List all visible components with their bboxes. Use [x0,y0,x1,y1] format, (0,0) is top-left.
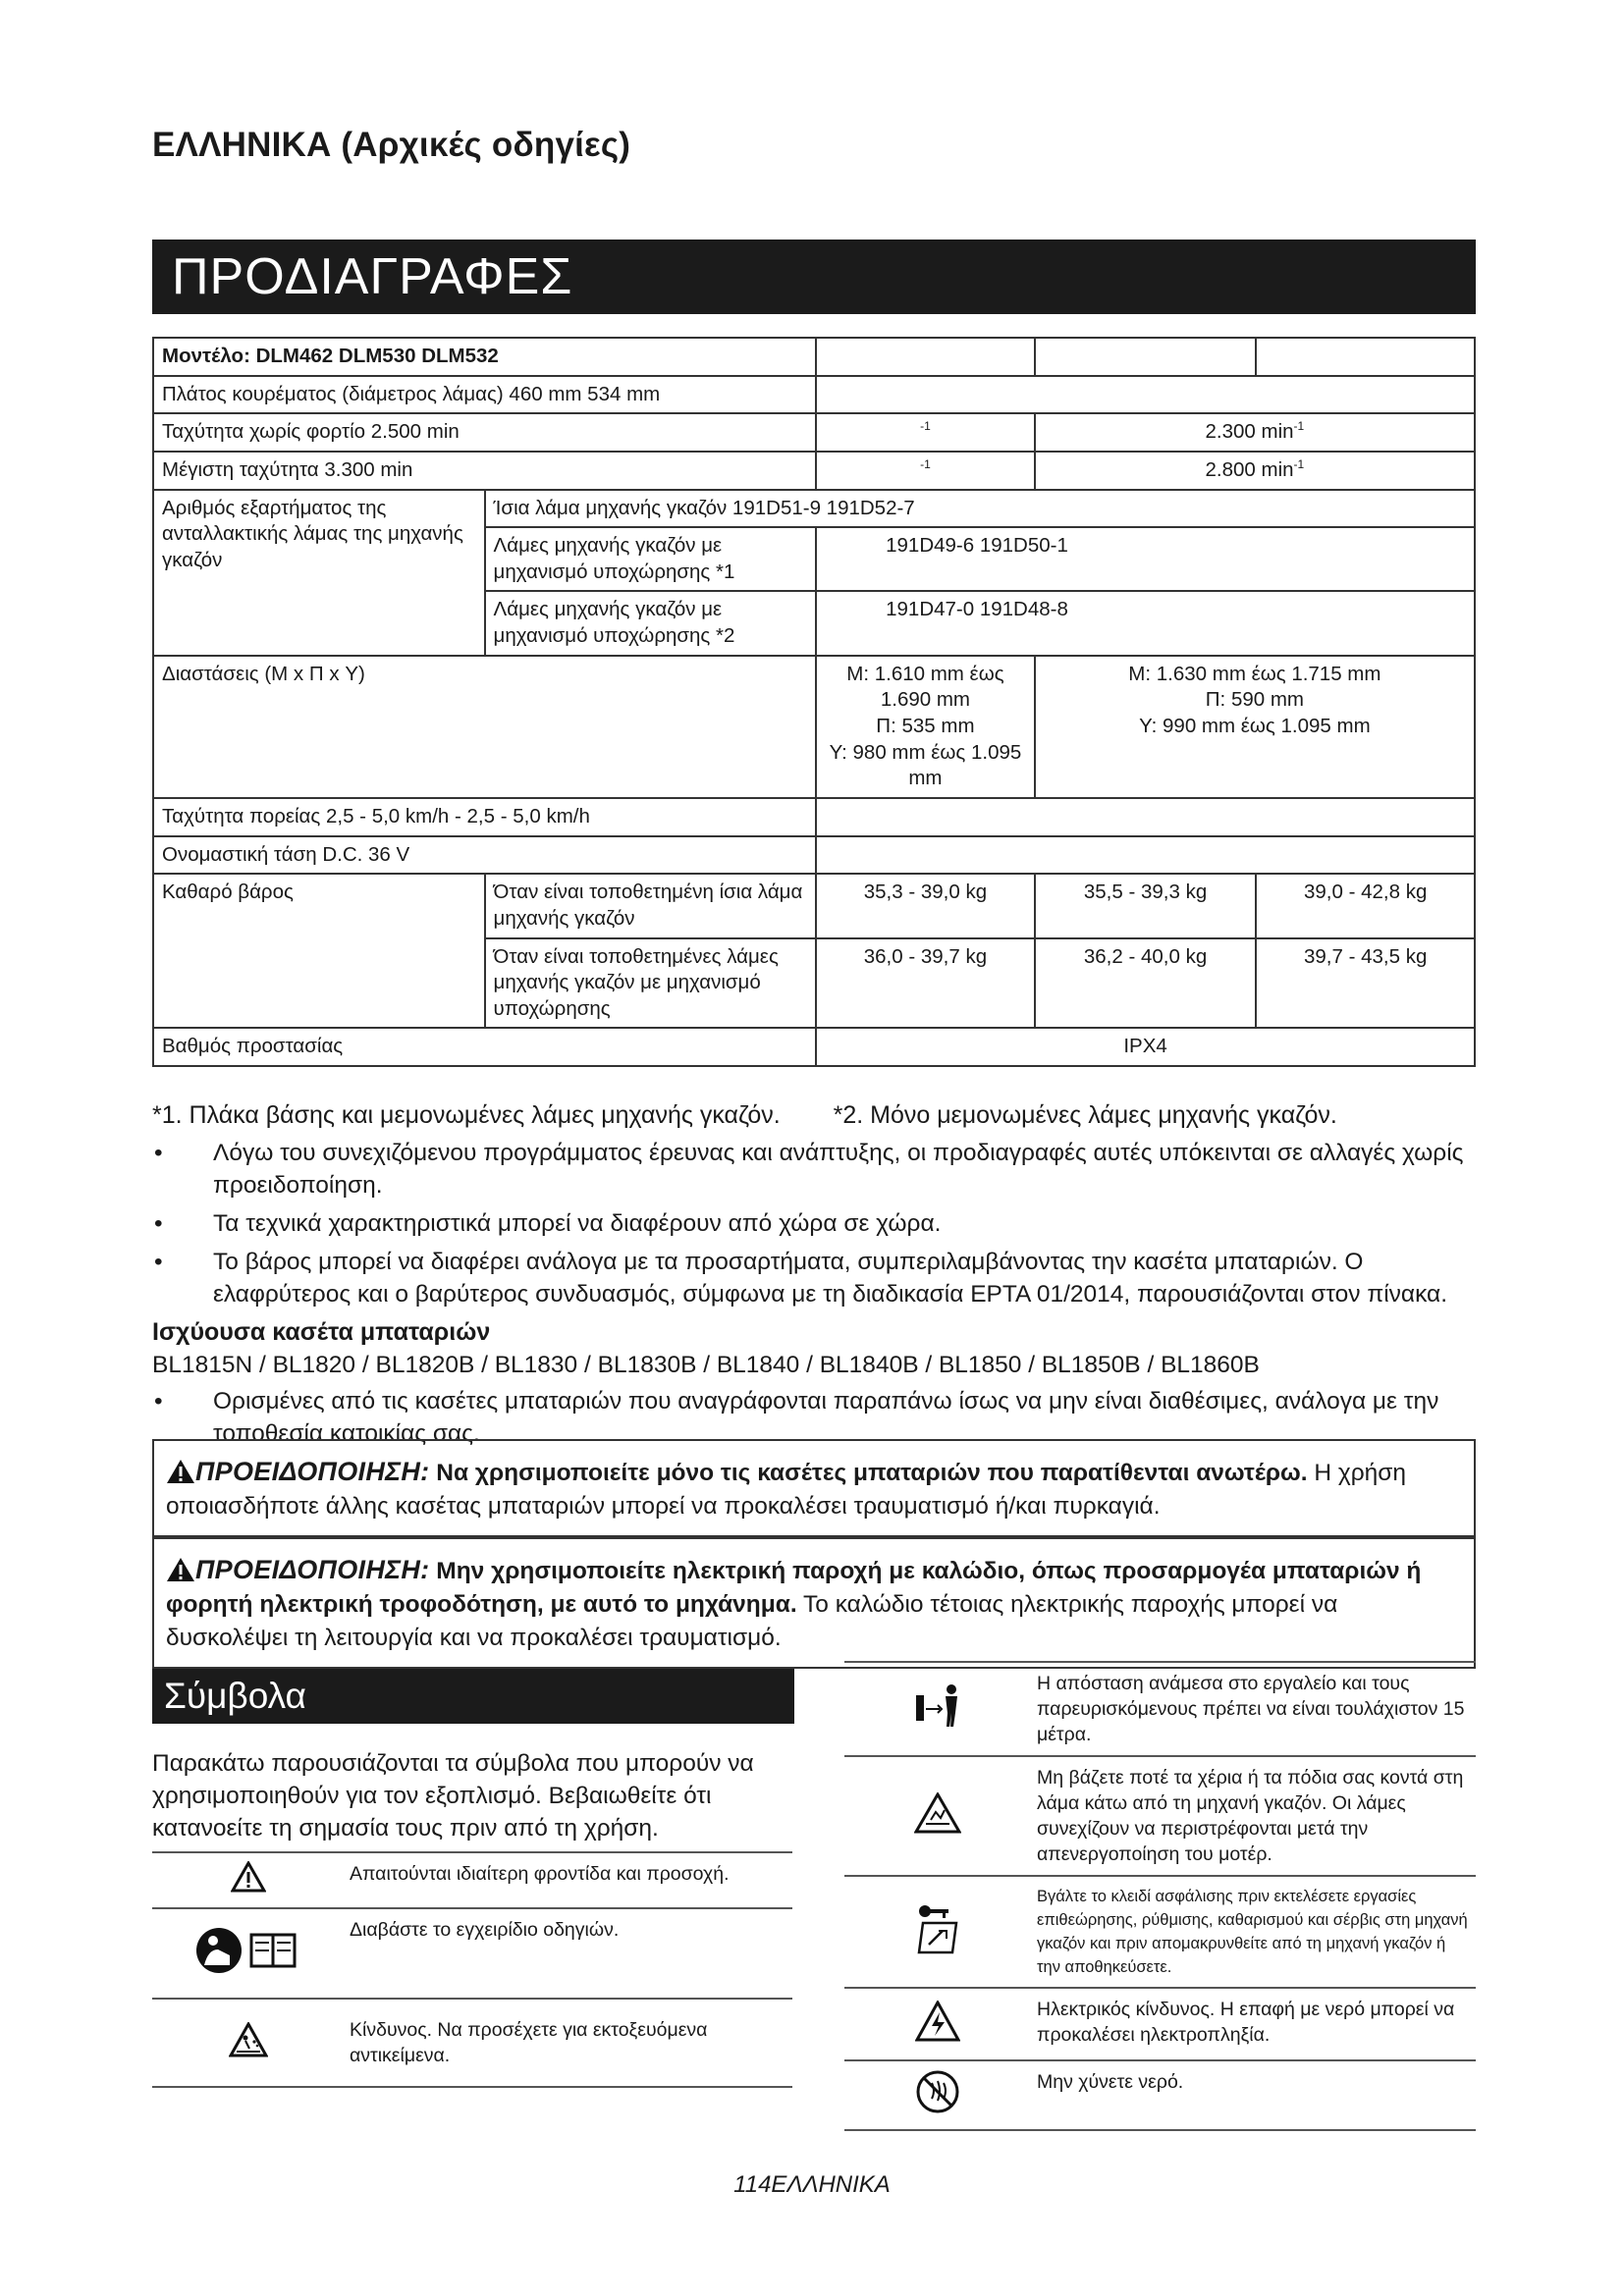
weight-mulch-value: 39,7 - 43,5 kg [1256,938,1475,1029]
weight-straight-value: 39,0 - 42,8 kg [1256,874,1475,937]
rated-voltage-cell: Ονομαστική τάση D.C. 36 V [153,836,816,875]
remove-key-icon [913,1901,962,1956]
symbol-description: Ηλεκτρικός κίνδυνος. Η επαφή με νερό μπορεί να προκαλέσει ηλεκτροπληξία. [1031,1988,1476,2060]
warning-bold-text: Να χρησιμοποιείτε μόνο τις κασέτες μπαταριών που παρατίθενται ανωτέρω. [429,1460,1308,1486]
specifications-table: Μοντέλο: DLM462 DLM530 DLM532 Πλάτος κουρέματος (διάμετρος λάμας) 460 mm 534 mm Ταχύτητα χωρίς φορτίο 2.500 min $^{-1}$ 2.300 $\min^{-1}$ Μέγιστη ταχύτητα 3.300 min $^{-1}$ 2.800 $\min^{-1}$ Αριθμός εξαρτήματος της ανταλλακτικής λάμας της μηχανής γκαζόν Ίσια λάμα μηχανής γκαζόν 191D51-9 191D52-7 Λάμες μηχανής γκαζόν με μηχανισμό υποχώρησης *1 191D49-6 191D50-1 Λάμες μηχανής γκαζόν με μηχανισμό υποχώρησης *2 191D47-0 191D48-8 Διαστάσεις (Μ x Π x Υ) Μ: 1.610 mm έως 1.690 mm Π: 535 mm Υ: 980 mm έως 1.095 mm Μ: 1.630 mm έως 1.715 mm Π: 590 mm Υ: 990 mm έως 1.095 mm Ταχύτητα πορείας 2,5 - 5,0 km/h - 2,5 - 5,0 km/h Ονομαστική τάση D.C. 36 V Καθαρό βάρος Όταν είναι τοποθετημένη ίσια λάμα μηχανής γκαζόν 35,3 - 39,0 kg 35,5 - 39,3 kg 39,0 - 42,8 kg Όταν είναι τοποθετημένες λάμες μηχανής γκαζόν με μηχανισμό υποχώρησης 36,0 - 39,7 kg 36,2 - 40,0 kg 39,7 - 43,5 kg Βαθμός προστασίας IPX4 [152,337,1476,1067]
symbols-table-right [844,1661,1476,2131]
warning-box-cord [152,1537,1476,1669]
max-speed-cell: Μέγιστη ταχύτητα 3.300 min [153,452,816,490]
no-water-icon [915,2069,960,2114]
protection-label-cell: Βαθμός προστασίας [153,1028,816,1066]
travel-speed-cell: Ταχύτητα πορείας 2,5 - 5,0 km/h - 2,5 - 5,0 km/h [153,798,816,836]
symbol-description: Μην χύνετε νερό. [1031,2060,1476,2130]
list-item: • Λόγω του συνεχιζόμενου προγράμματος έρευνας και ανάπτυξης, οι προδιαγραφές αυτές υπόκεινται σε αλλαγές χωρίς προειδοποίηση. [154,1140,1464,1199]
cutting-width-cell: Πλάτος κουρέματος (διάμετρος λάμας) 460 mm 534 mm [153,376,816,414]
dimensions-a-cell: Μ: 1.610 mm έως 1.690 mm Π: 535 mm Υ: 980 mm έως 1.095 mm [816,656,1035,798]
model-cell: Μοντέλο: DLM462 DLM530 DLM532 [153,338,816,376]
specifications-section-title: ΠΡΟΔΙΑΓΡΑΦΕΣ [152,240,1476,314]
symbol-description: Η απόσταση ανάμεσα στο εργαλείο και τους παρευρισκόμενους πρέπει να είναι τουλάχιστον 15 μέτρα. [1031,1662,1476,1756]
language-heading: ΕΛΛΗΝΙΚΑ (Αρχικές οδηγίες) [152,126,631,164]
footnote-2: *2. Μόνο μεμονωμένες λάμες μηχανής γκαζόν. [833,1101,1337,1129]
symbols-section-title: Σύμβολα [152,1669,794,1724]
read-manual-icon [194,1926,302,1975]
blade-mulch1-label-cell: Λάμες μηχανής γκαζόν με μηχανισμό υποχώρησης *1 [485,527,817,591]
protection-value-cell: IPX4 [816,1028,1475,1066]
dimensions-label-cell: Διαστάσεις (Μ x Π x Υ) [153,656,816,798]
blade-mulch2-value-cell: 191D47-0 191D48-8 [816,591,1475,655]
blade-mulch2-label-cell: Λάμες μηχανής γκαζόν με μηχανισμό υποχώρησης *2 [485,591,817,655]
battery-models: BL1815N / BL1820 / BL1820B / BL1830 / BL1830B / BL1840 / BL1840B / BL1850 / BL1850B / BL1860B [152,1352,1260,1378]
weight-straight-label-cell: Όταν είναι τοποθετημένη ίσια λάμα μηχανής γκαζόν [485,874,817,937]
warning-triangle-icon [166,1557,195,1582]
blade-hazard-icon [914,1792,961,1834]
dimensions-b-cell: Μ: 1.630 mm έως 1.715 mm Π: 590 mm Υ: 990 mm έως 1.095 mm [1035,656,1475,798]
list-item: • Τα τεχνικά χαρακτηριστικά μπορεί να διαφέρουν από χώρα σε χώρα. [154,1210,942,1237]
warning-triangle-icon [166,1459,195,1484]
warning-triangle-icon [231,1861,266,1893]
symbol-description: Κίνδυνος. Να προσέχετε για εκτοξευόμενα αντικείμενα. [344,1999,792,2087]
warning-label: ΠΡΟΕΙΔΟΠΟΙΗΣΗ: [195,1457,430,1486]
weight-straight-value: 35,5 - 39,3 kg [1035,874,1257,937]
page-footer: 114ΕΛΛΗΝΙΚΑ [733,2171,891,2198]
weight-mulch-value: 36,2 - 40,0 kg [1035,938,1257,1029]
no-load-speed-cell: Ταχύτητα χωρίς φορτίο 2.500 min [153,413,816,452]
symbol-description: Μη βάζετε ποτέ τα χέρια ή τα πόδια σας κοντά στη λάμα κάτω από τη μηχανή γκαζόν. Οι λάμες συνεχίζουν να περιστρέφονται μετά την απενεργοποίηση του μοτέρ. [1031,1756,1476,1876]
weight-mulch-label-cell: Όταν είναι τοποθετημένες λάμες μηχανής γκαζόν με μηχανισμό υποχώρησης [485,938,817,1029]
symbols-table-left [152,1851,792,2088]
footnote-1: *1. Πλάκα βάσης και μεμονωμένες λάμες μηχανής γκαζόν. [152,1101,781,1129]
electric-hazard-icon [915,2001,960,2042]
symbol-description: Απαιτούνται ιδιαίτερη φροντίδα και προσοχή. [344,1852,792,1908]
warning-box-battery [152,1439,1476,1537]
warning-text: Το καλώδιο τέτοιας ηλεκτρικής παροχής μπορεί να δυσκολέψει τη λειτουργία και να προκαλέσει τραυματισμό. [166,1591,1338,1651]
blade-mulch1-value-cell: 191D49-6 191D50-1 [816,527,1475,591]
warning-bold-text: Μην χρησιμοποιείτε ηλεκτρική παροχή με καλώδιο, όπως προσαρμογέα μπαταριών ή φορητή ηλεκτρική τροφοδότηση, με αυτό το μηχάνημα. [166,1558,1422,1618]
symbols-intro: Παρακάτω παρουσιάζονται τα σύμβολα που μπορούν να χρησιμοποιηθούν για τον εξοπλισμό. Βεβαιωθείτε ότι κατανοείτε τη σημασία τους πριν από τη χρήση. [152,1750,754,1842]
symbol-description: Βγάλτε το κλειδί ασφάλισης πριν εκτελέσετε εργασίες επιθεώρησης, ρύθμισης, καθαρισμού και σέρβις στη μηχανή γκαζόν και πριν απομακρυνθείτε από τη μηχανή γκαζόν ή την αποθηκεύσετε. [1031,1876,1476,1988]
footnotes [152,1101,1337,1130]
thrown-objects-icon [229,2022,268,2057]
spec-notes-list [152,1137,1478,1456]
battery-heading: Ισχύουσα κασέτα μπαταριών [152,1318,491,1346]
weight-straight-value: 35,3 - 39,0 kg [816,874,1035,937]
warning-label: ΠΡΟΕΙΔΟΠΟΙΗΣΗ: [195,1555,430,1584]
list-item: • Ορισμένες από τις κασέτες μπαταριών που αναγράφονται παραπάνω ίσως να μην είναι διαθέσιμες, ανάλογα με την τοποθεσία κατοικίας σας. [154,1388,1439,1447]
warning-text: Η χρήση οποιασδήποτε άλλης κασέτας μπαταριών μπορεί να προκαλέσει τραυματισμό ή/και πυρκαγιά. [166,1460,1407,1520]
blade-straight-cell: Ίσια λάμα μηχανής γκαζόν 191D51-9 191D52-7 [485,490,1475,528]
blade-part-label-cell: Αριθμός εξαρτήματος της ανταλλακτικής λάμας της μηχανής γκαζόν [153,490,485,656]
net-weight-label-cell: Καθαρό βάρος [153,874,485,1028]
weight-mulch-value: 36,0 - 39,7 kg [816,938,1035,1029]
keep-distance-icon [908,1682,967,1731]
symbol-description: Διαβάστε το εγχειρίδιο οδηγιών. [344,1908,792,1999]
list-item: • Το βάρος μπορεί να διαφέρει ανάλογα με τα προσαρτήματα, συμπεριλαμβάνοντας την κασέτα μπαταριών. Ο ελαφρύτερος και ο βαρύτερος συνδυασμός, σύμφωνα με τη διαδικασία EPTA 01/2014, παρουσιάζονται στον πίνακα. [154,1249,1448,1308]
no-load-speed-right-cell: 2.300 $\min^{-1}$ [1035,413,1475,452]
max-speed-right-cell: 2.800 $\min^{-1}$ [1035,452,1475,490]
